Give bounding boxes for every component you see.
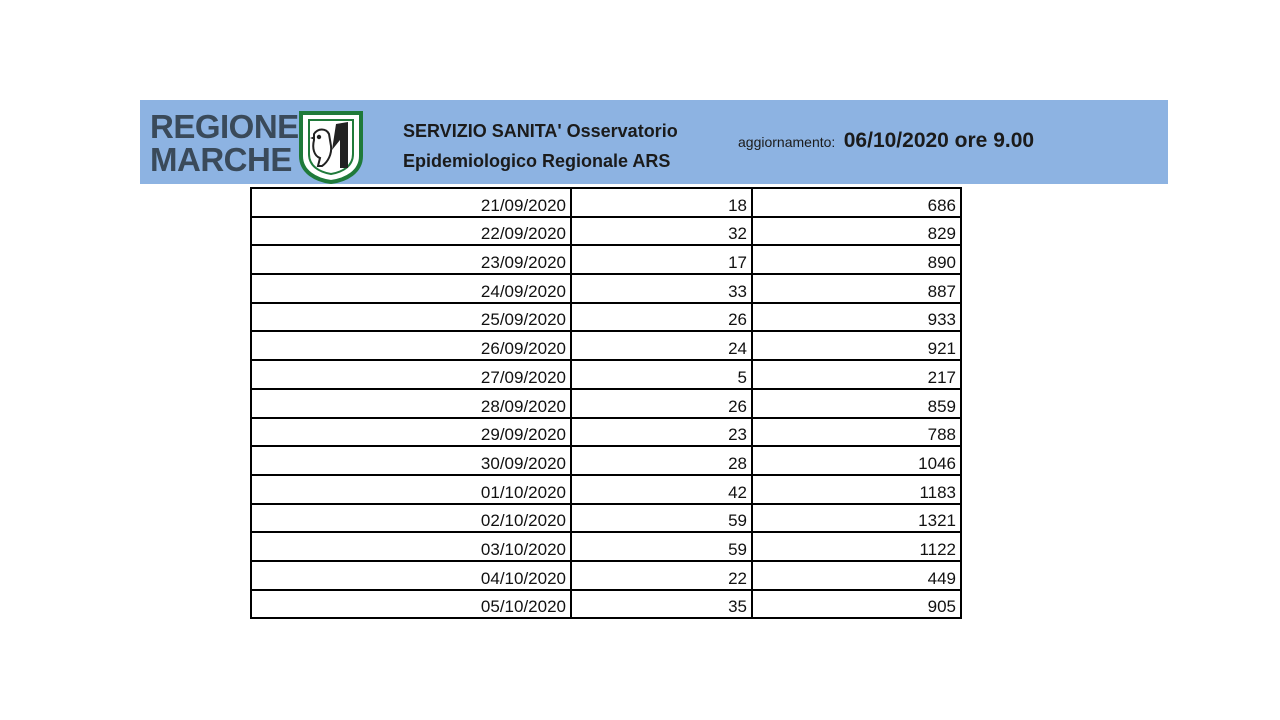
date-cell: 21/09/2020 [251, 188, 571, 217]
update-label: aggiornamento: [738, 134, 836, 150]
value-b-cell: 1046 [752, 446, 961, 475]
value-b-cell: 1183 [752, 475, 961, 504]
table-row [251, 446, 961, 475]
value-a-cell: 22 [571, 561, 752, 590]
table-row [251, 418, 961, 447]
value-b-cell: 829 [752, 217, 961, 246]
value-a-cell: 32 [571, 217, 752, 246]
table-row [251, 475, 961, 504]
value-a-cell: 23 [571, 418, 752, 447]
logo-line-2: MARCHE [150, 141, 292, 178]
value-b-cell: 859 [752, 389, 961, 418]
date-cell: 26/09/2020 [251, 331, 571, 360]
value-b-cell: 890 [752, 245, 961, 274]
table-row [251, 217, 961, 246]
table-row [251, 303, 961, 332]
value-a-cell: 59 [571, 504, 752, 533]
logo-line-1: REGIONE [150, 108, 299, 145]
value-a-cell: 5 [571, 360, 752, 389]
table-row [251, 331, 961, 360]
value-a-cell: 26 [571, 389, 752, 418]
date-cell: 05/10/2020 [251, 590, 571, 619]
value-b-cell: 933 [752, 303, 961, 332]
value-b-cell: 1321 [752, 504, 961, 533]
table-row [251, 274, 961, 303]
date-cell: 02/10/2020 [251, 504, 571, 533]
date-cell: 04/10/2020 [251, 561, 571, 590]
table-row [251, 245, 961, 274]
value-b-cell: 887 [752, 274, 961, 303]
value-a-cell: 17 [571, 245, 752, 274]
value-b-cell: 449 [752, 561, 961, 590]
date-cell: 01/10/2020 [251, 475, 571, 504]
update-value: 06/10/2020 ore 9.00 [843, 129, 1035, 152]
value-a-cell: 42 [571, 475, 752, 504]
date-cell: 03/10/2020 [251, 532, 571, 561]
service-title-line-1: SERVIZIO SANITA' Osservatorio [403, 121, 678, 141]
table-row [251, 389, 961, 418]
update-info [738, 129, 1034, 153]
date-cell: 23/09/2020 [251, 245, 571, 274]
table-row [251, 360, 961, 389]
value-b-cell: 1122 [752, 532, 961, 561]
date-cell: 22/09/2020 [251, 217, 571, 246]
value-a-cell: 24 [571, 331, 752, 360]
service-title-line-2: Epidemiologico Regionale ARS [403, 151, 671, 171]
value-b-cell: 217 [752, 360, 961, 389]
value-b-cell: 905 [752, 590, 961, 619]
service-title [403, 116, 678, 176]
table-body [251, 188, 961, 618]
table-row [251, 504, 961, 533]
logo-wordmark [150, 110, 300, 176]
value-b-cell: 686 [752, 188, 961, 217]
value-a-cell: 59 [571, 532, 752, 561]
regional-shield-icon [298, 110, 364, 184]
value-a-cell: 18 [571, 188, 752, 217]
table-row [251, 188, 961, 217]
value-a-cell: 28 [571, 446, 752, 475]
table-row [251, 532, 961, 561]
date-cell: 27/09/2020 [251, 360, 571, 389]
header-banner [140, 100, 1168, 184]
value-a-cell: 26 [571, 303, 752, 332]
table-row [251, 561, 961, 590]
data-table [250, 187, 962, 619]
table-row [251, 590, 961, 619]
value-a-cell: 33 [571, 274, 752, 303]
value-b-cell: 921 [752, 331, 961, 360]
date-cell: 24/09/2020 [251, 274, 571, 303]
date-cell: 28/09/2020 [251, 389, 571, 418]
regione-marche-logo [150, 110, 365, 182]
date-cell: 25/09/2020 [251, 303, 571, 332]
date-cell: 29/09/2020 [251, 418, 571, 447]
value-b-cell: 788 [752, 418, 961, 447]
date-cell: 30/09/2020 [251, 446, 571, 475]
value-a-cell: 35 [571, 590, 752, 619]
